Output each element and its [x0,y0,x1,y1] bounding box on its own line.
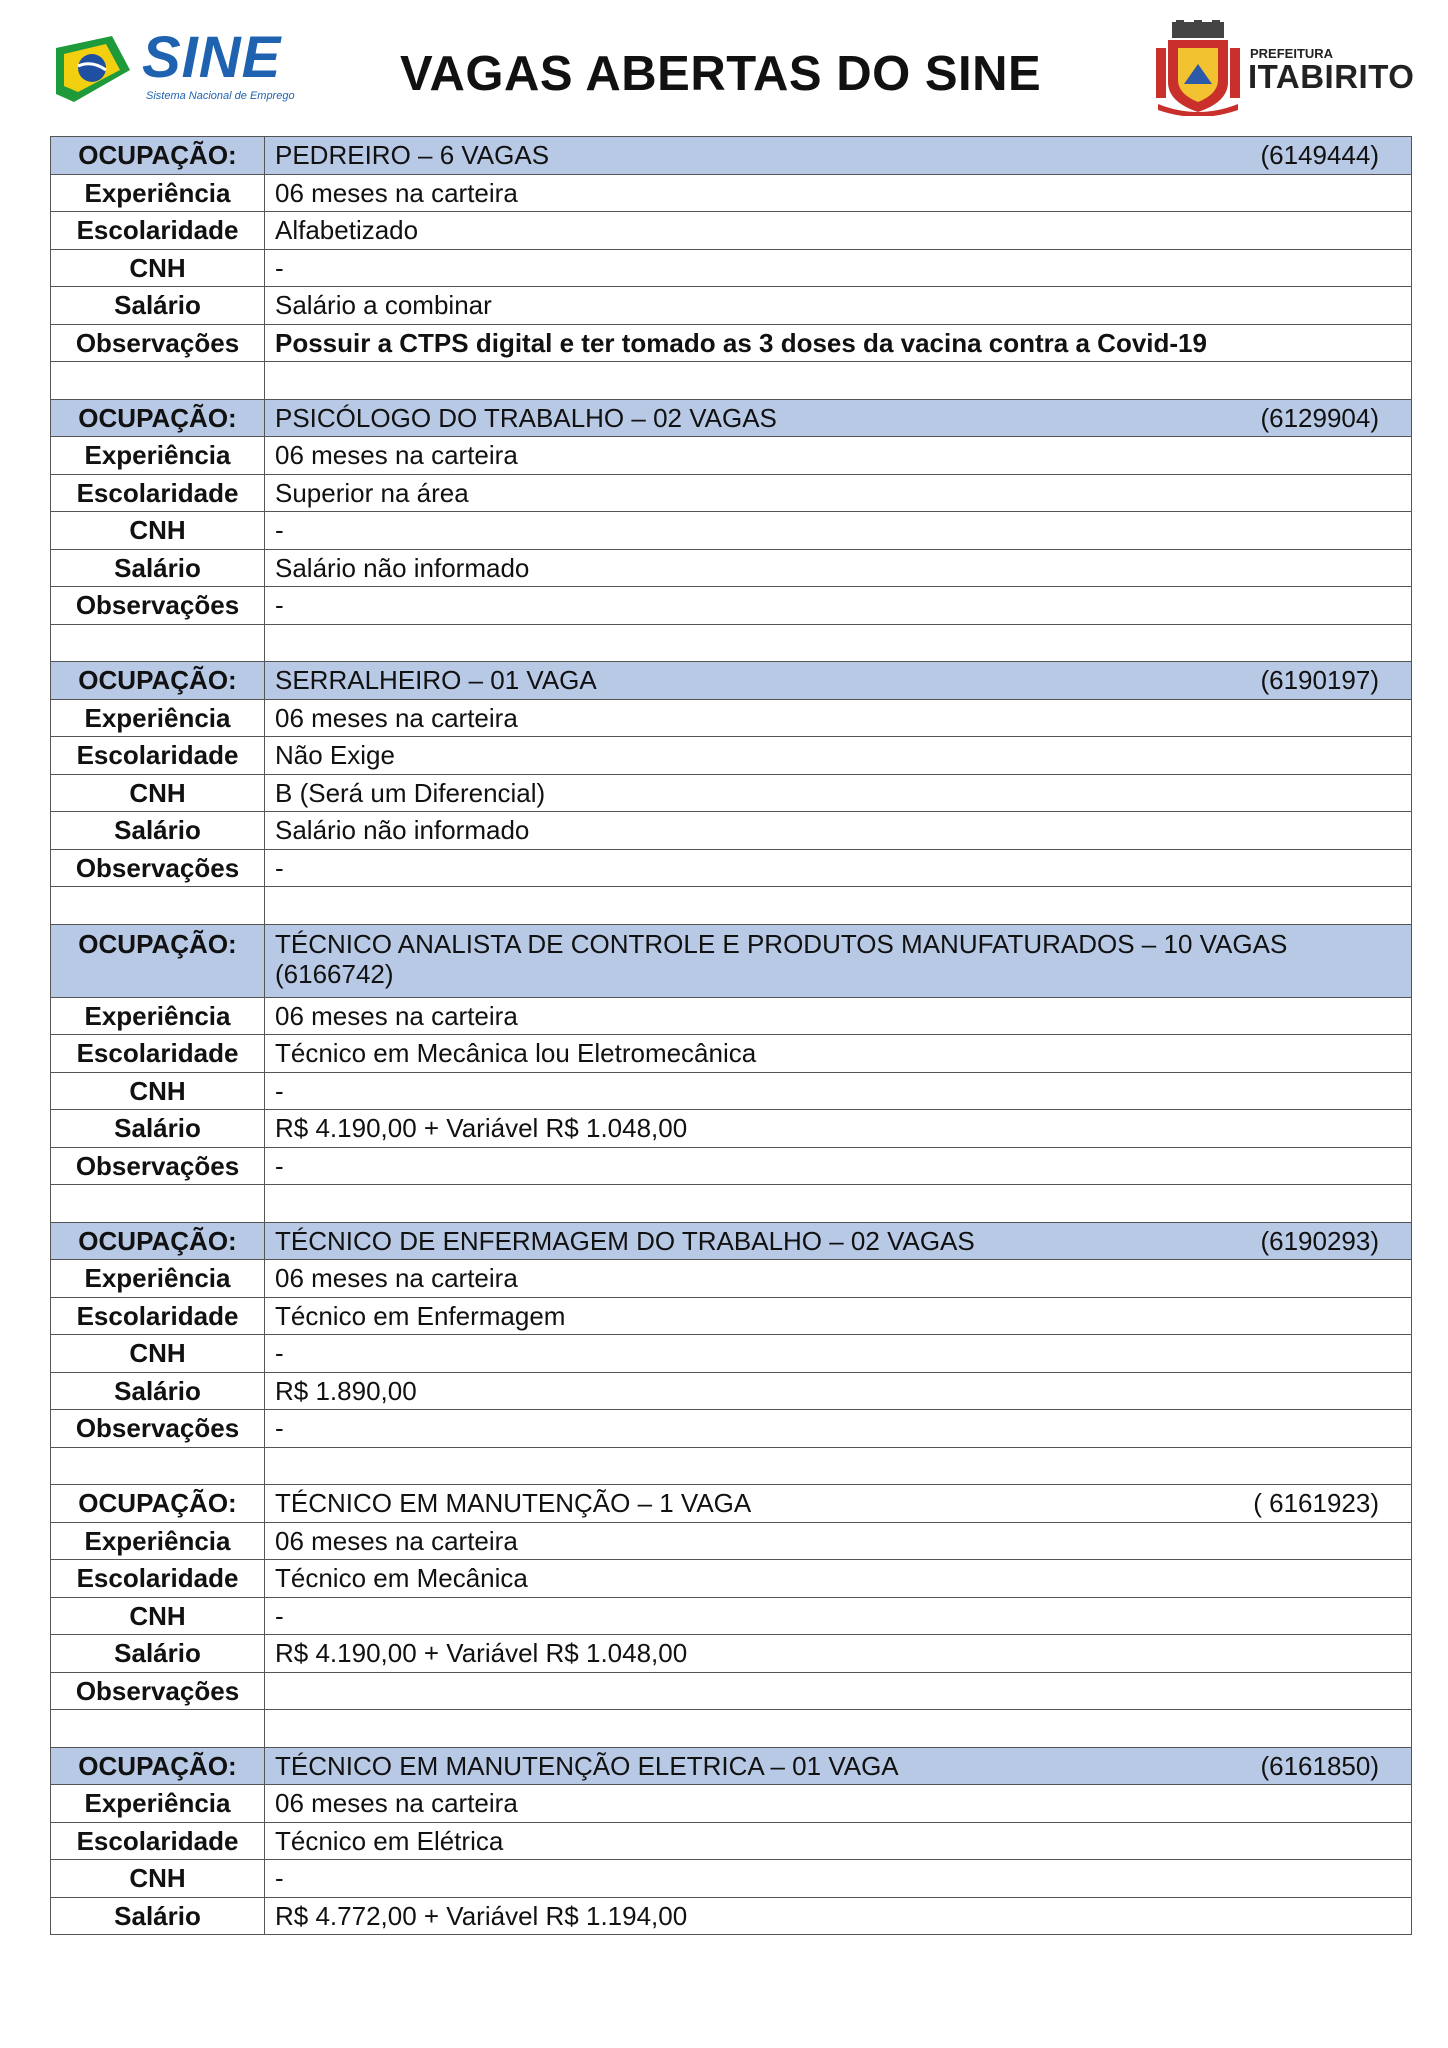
schooling-row [51,1560,1412,1598]
occupation-value [265,924,1412,997]
license-label: CNH [51,512,265,550]
occupation-value [265,1222,1412,1260]
schooling-label: Escolaridade [51,1297,265,1335]
notes-label: Observações [51,849,265,887]
experience-value: 06 meses na carteira [265,437,1412,475]
license-row [51,1072,1412,1110]
salary-row [51,812,1412,850]
notes-label: Observações [51,587,265,625]
experience-value: 06 meses na carteira [265,1522,1412,1560]
experience-row [51,1260,1412,1298]
salary-label: Salário [51,1372,265,1410]
job-code: (6190197) [1260,665,1379,696]
experience-row [51,699,1412,737]
job-occupation-row [51,137,1412,175]
schooling-row [51,737,1412,775]
job-code: (6129904) [1260,402,1379,433]
license-value: - [265,1597,1412,1635]
notes-label: Observações [51,1147,265,1185]
occupation-value [265,399,1412,437]
occupation-value [265,662,1412,700]
spacer-row [51,362,1412,400]
salary-value: R$ 4.190,00 + Variável R$ 1.048,00 [265,1635,1412,1673]
schooling-row [51,212,1412,250]
salary-label: Salário [51,812,265,850]
notes-value: - [265,1410,1412,1448]
notes-row [51,1672,1412,1710]
salary-row [51,1110,1412,1148]
notes-row [51,587,1412,625]
experience-label: Experiência [51,1522,265,1560]
experience-row [51,1785,1412,1823]
license-row [51,1597,1412,1635]
prefeitura-label: PREFEITURA [1250,46,1334,61]
salary-value: R$ 4.190,00 + Variável R$ 1.048,00 [265,1110,1412,1148]
salary-label: Salário [51,1897,265,1935]
job-title: SERRALHEIRO – 01 VAGA [275,665,597,696]
schooling-value: Técnico em Elétrica [265,1822,1412,1860]
salary-value: Salário não informado [265,812,1412,850]
job-title: TÉCNICO EM MANUTENÇÃO ELETRICA – 01 VAGA [275,1750,899,1781]
schooling-value: Não Exige [265,737,1412,775]
experience-value: 06 meses na carteira [265,174,1412,212]
schooling-label: Escolaridade [51,1035,265,1073]
experience-value: 06 meses na carteira [265,997,1412,1035]
schooling-value: Técnico em Enfermagem [265,1297,1412,1335]
occupation-label: OCUPAÇÃO: [51,1222,265,1260]
prefeitura-logo [1154,20,1415,116]
notes-label: Observações [51,324,265,362]
notes-row [51,324,1412,362]
job-occupation-row [51,662,1412,700]
notes-value: - [265,587,1412,625]
job-code: ( 6161923) [1253,1488,1379,1519]
salary-value: Salário a combinar [265,287,1412,325]
job-code: (6166742) [275,958,394,989]
salary-label: Salário [51,1110,265,1148]
license-value: B (Será um Diferencial) [265,774,1412,812]
license-value: - [265,1335,1412,1373]
schooling-label: Escolaridade [51,212,265,250]
job-occupation-row [51,399,1412,437]
license-label: CNH [51,1597,265,1635]
experience-label: Experiência [51,437,265,475]
occupation-value [265,1747,1412,1785]
license-row [51,249,1412,287]
license-row [51,1335,1412,1373]
page-title: VAGAS ABERTAS DO SINE [400,47,1042,101]
license-label: CNH [51,1072,265,1110]
coat-of-arms-icon [1154,20,1242,116]
page-header [0,0,1448,130]
schooling-label: Escolaridade [51,474,265,512]
schooling-row [51,1822,1412,1860]
schooling-value: Superior na área [265,474,1412,512]
notes-label: Observações [51,1672,265,1710]
job-title: PEDREIRO – 6 VAGAS [275,140,550,171]
license-label: CNH [51,1860,265,1898]
license-value: - [265,512,1412,550]
license-row [51,774,1412,812]
notes-value: - [265,849,1412,887]
license-label: CNH [51,774,265,812]
job-code: (6190293) [1260,1225,1379,1256]
schooling-value: Técnico em Mecânica lou Eletromecânica [265,1035,1412,1073]
job-title: TÉCNICO DE ENFERMAGEM DO TRABALHO – 02 VAGAS [275,1225,975,1256]
sine-logo-subtitle: Sistema Nacional de Emprego [146,90,295,102]
experience-label: Experiência [51,1785,265,1823]
occupation-label: OCUPAÇÃO: [51,1747,265,1785]
schooling-label: Escolaridade [51,737,265,775]
experience-label: Experiência [51,1260,265,1298]
job-title: TÉCNICO EM MANUTENÇÃO – 1 VAGA [275,1488,752,1519]
license-label: CNH [51,249,265,287]
notes-row [51,1410,1412,1448]
salary-value: Salário não informado [265,549,1412,587]
schooling-label: Escolaridade [51,1560,265,1598]
salary-row [51,1635,1412,1673]
experience-row [51,174,1412,212]
job-openings-table [50,136,1412,1935]
spacer-row [51,1710,1412,1748]
experience-label: Experiência [51,699,265,737]
notes-row [51,849,1412,887]
notes-value: Possuir a CTPS digital e ter tomado as 3 doses da vacina contra a Covid-19 [265,324,1412,362]
occupation-value [265,1485,1412,1523]
salary-row [51,549,1412,587]
job-code: (6161850) [1260,1750,1379,1781]
salary-row [51,1372,1412,1410]
occupation-value [265,137,1412,175]
notes-value [265,1672,1412,1710]
schooling-row [51,1297,1412,1335]
sine-logo [54,25,304,108]
brazil-flag-icon [54,34,132,104]
schooling-value: Alfabetizado [265,212,1412,250]
experience-row [51,437,1412,475]
experience-value: 06 meses na carteira [265,699,1412,737]
spacer-row [51,624,1412,662]
job-occupation-row [51,1485,1412,1523]
experience-row [51,997,1412,1035]
schooling-label: Escolaridade [51,1822,265,1860]
occupation-label: OCUPAÇÃO: [51,137,265,175]
salary-label: Salário [51,287,265,325]
license-value: - [265,1072,1412,1110]
notes-label: Observações [51,1410,265,1448]
notes-value: - [265,1147,1412,1185]
schooling-row [51,1035,1412,1073]
experience-label: Experiência [51,174,265,212]
occupation-label: OCUPAÇÃO: [51,662,265,700]
job-code: (6149444) [1260,140,1379,171]
salary-value: R$ 1.890,00 [265,1372,1412,1410]
license-label: CNH [51,1335,265,1373]
job-occupation-row [51,1747,1412,1785]
notes-row [51,1147,1412,1185]
job-title: PSICÓLOGO DO TRABALHO – 02 VAGAS [275,402,777,433]
occupation-label: OCUPAÇÃO: [51,399,265,437]
schooling-value: Técnico em Mecânica [265,1560,1412,1598]
city-name: ITABIRITO [1248,58,1415,95]
salary-label: Salário [51,549,265,587]
spacer-row [51,1447,1412,1485]
experience-row [51,1522,1412,1560]
salary-row [51,1897,1412,1935]
job-title: TÉCNICO ANALISTA DE CONTROLE E PRODUTOS MANUFATURADOS – 10 VAGAS [275,928,1288,959]
job-occupation-row [51,924,1412,997]
salary-row [51,287,1412,325]
experience-label: Experiência [51,997,265,1035]
experience-value: 06 meses na carteira [265,1785,1412,1823]
license-value: - [265,1860,1412,1898]
license-row [51,1860,1412,1898]
occupation-label: OCUPAÇÃO: [51,1485,265,1523]
spacer-row [51,887,1412,925]
job-occupation-row [51,1222,1412,1260]
sine-logo-text: SINE [142,25,282,90]
spacer-row [51,1185,1412,1223]
schooling-row [51,474,1412,512]
salary-value: R$ 4.772,00 + Variável R$ 1.194,00 [265,1897,1412,1935]
license-value: - [265,249,1412,287]
license-row [51,512,1412,550]
salary-label: Salário [51,1635,265,1673]
experience-value: 06 meses na carteira [265,1260,1412,1298]
occupation-label: OCUPAÇÃO: [51,924,265,997]
